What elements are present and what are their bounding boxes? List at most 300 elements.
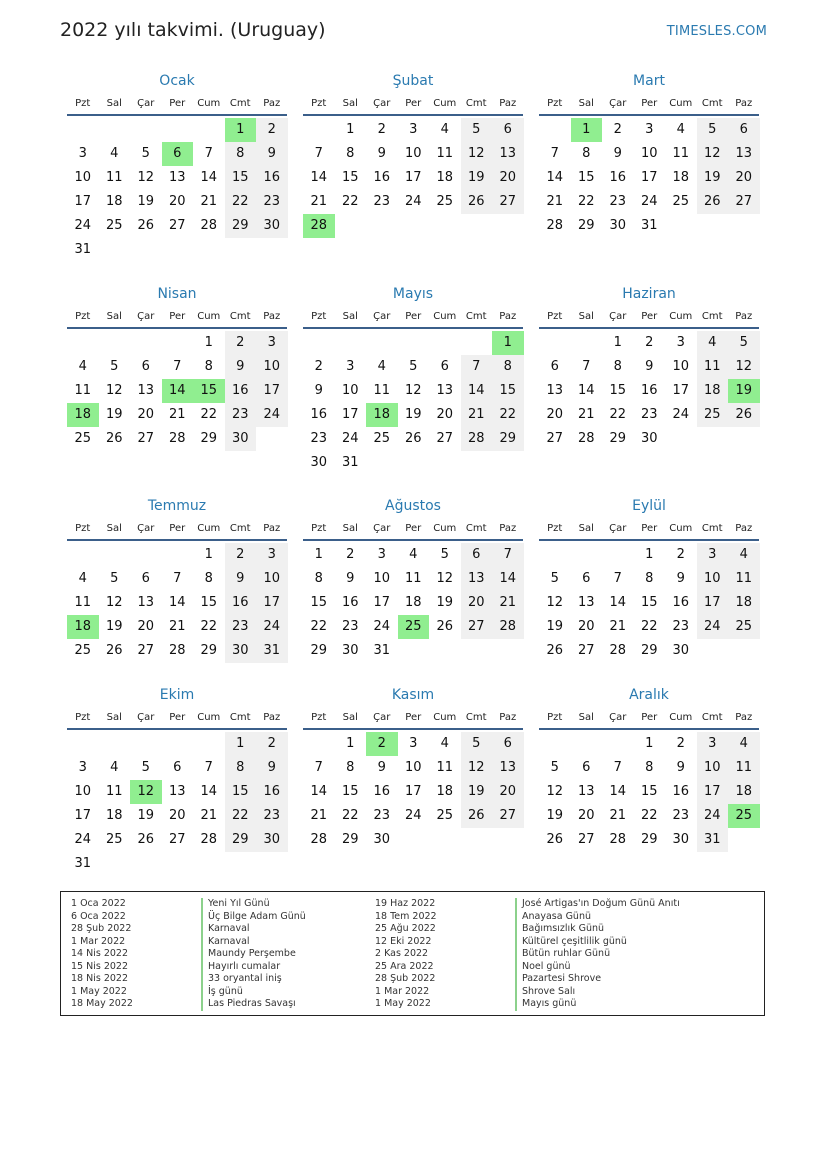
day-cell: 17 [697, 780, 729, 804]
day-cell: 7 [613, 571, 622, 586]
legend-holiday-name: İş günü [208, 985, 243, 997]
day-cell: 20 [728, 166, 760, 190]
day-cell: 3 [377, 547, 386, 562]
day-cell: 19 [137, 808, 155, 823]
day-cell: 30 [225, 427, 257, 451]
day-cell: 14 [609, 784, 627, 799]
day-cell: 21 [609, 619, 627, 634]
day-cell: 13 [577, 784, 595, 799]
month-name: Ekim [159, 687, 195, 703]
day-cell: 26 [105, 431, 123, 446]
day-cell: 6 [582, 571, 591, 586]
day-cell: 7 [461, 355, 493, 379]
day-cell: 6 [550, 359, 559, 374]
day-cell: 25 [74, 643, 92, 658]
day-cell: 9 [256, 756, 288, 780]
day-cell: 21 [168, 407, 186, 422]
day-cell: 8 [204, 571, 213, 586]
legend-holiday-name: Yeni Yıl Günü [208, 898, 270, 909]
month-divider [303, 539, 523, 541]
weekday-label: Pzt [75, 311, 91, 322]
weekday-label: Pzt [547, 523, 563, 534]
legend-date: 18 Tem 2022 [375, 910, 437, 922]
day-cell: 5 [550, 571, 559, 586]
day-cell: 10 [404, 760, 422, 775]
weekday-label: Per [405, 523, 422, 534]
day-cell: 6 [440, 359, 449, 374]
weekday-label: Cmt [465, 523, 487, 534]
day-cell: 23 [672, 619, 690, 634]
day-cell: 17 [640, 170, 658, 185]
day-cell: 13 [461, 567, 493, 591]
day-cell: 8 [582, 146, 591, 161]
month-divider [67, 728, 287, 730]
day-cell: 20 [137, 407, 155, 422]
day-cell: 11 [728, 567, 760, 591]
day-cell: 1 [314, 547, 323, 562]
day-cell: 23 [256, 804, 288, 828]
day-cell: 30 [256, 214, 288, 238]
weekday-label: Paz [735, 98, 753, 109]
day-cell: 16 [256, 780, 288, 804]
day-cell: 15 [577, 170, 595, 185]
day-cell: 17 [341, 407, 359, 422]
weekday-label: Sal [342, 523, 358, 534]
day-cell: 6 [492, 118, 524, 142]
weekday-label: Pzt [547, 712, 563, 723]
day-cell: 13 [168, 170, 186, 185]
day-cell: 25 [373, 431, 391, 446]
day-cell: 8 [346, 146, 355, 161]
day-cell: 16 [225, 591, 257, 615]
day-cell: 27 [137, 643, 155, 658]
legend-holiday-name: Karnaval [208, 923, 250, 934]
holiday-legend [60, 891, 765, 1016]
day-cell: 30 [256, 828, 288, 852]
holiday-day-cell: 25 [728, 804, 760, 828]
day-cell: 5 [550, 760, 559, 775]
day-cell: 9 [314, 383, 323, 398]
day-cell: 13 [137, 595, 155, 610]
day-cell: 24 [74, 832, 92, 847]
day-cell: 27 [728, 190, 760, 214]
weekday-label: Pzt [75, 712, 91, 723]
day-cell: 1 [346, 122, 355, 137]
day-cell: 16 [310, 407, 328, 422]
legend-dates-column-1 [71, 898, 133, 1011]
day-cell: 14 [310, 170, 328, 185]
weekday-label: Çar [609, 311, 627, 322]
day-cell: 2 [314, 359, 323, 374]
day-cell: 3 [697, 543, 729, 567]
day-cell: 14 [200, 170, 218, 185]
day-cell: 4 [676, 122, 685, 137]
day-cell: 16 [225, 379, 257, 403]
day-cell: 19 [461, 780, 493, 804]
day-cell: 3 [256, 331, 288, 355]
day-cell: 18 [436, 170, 454, 185]
weekday-label: Cmt [229, 523, 251, 534]
weekday-label: Sal [578, 98, 594, 109]
day-cell: 25 [74, 431, 92, 446]
weekday-label: Çar [373, 98, 391, 109]
day-cell: 28 [168, 643, 186, 658]
day-cell: 31 [697, 828, 729, 852]
legend-date: 18 Nis 2022 [71, 973, 128, 984]
day-cell: 7 [314, 146, 323, 161]
day-cell: 10 [373, 571, 391, 586]
day-cell: 10 [341, 383, 359, 398]
day-cell: 31 [74, 242, 92, 257]
day-cell: 21 [200, 808, 218, 823]
legend-date: 15 Nis 2022 [71, 960, 128, 972]
day-cell: 3 [409, 122, 418, 137]
day-cell: 29 [640, 832, 658, 847]
day-cell: 5 [141, 760, 150, 775]
day-cell: 27 [436, 431, 454, 446]
day-cell: 19 [404, 407, 422, 422]
day-cell: 8 [492, 355, 524, 379]
day-cell: 29 [200, 643, 218, 658]
day-cell: 4 [440, 122, 449, 137]
legend-holiday-name: Maundy Perşembe [208, 948, 296, 959]
day-cell: 6 [492, 732, 524, 756]
day-cell: 7 [204, 760, 213, 775]
weekday-label: Per [641, 712, 658, 723]
day-cell: 10 [256, 355, 288, 379]
day-cell: 14 [546, 170, 564, 185]
day-cell: 14 [492, 567, 524, 591]
day-cell: 5 [110, 359, 119, 374]
weekday-label: Pzt [547, 311, 563, 322]
day-cell: 5 [461, 118, 493, 142]
day-cell: 16 [256, 166, 288, 190]
day-cell: 26 [436, 619, 454, 634]
day-cell: 22 [577, 194, 595, 209]
month-divider [303, 728, 523, 730]
day-cell: 26 [137, 832, 155, 847]
day-cell: 23 [225, 615, 257, 639]
day-cell: 22 [492, 403, 524, 427]
day-cell: 5 [409, 359, 418, 374]
day-cell: 9 [225, 567, 257, 591]
month-divider [539, 728, 759, 730]
legend-holiday-name: 33 oryantal iniş [208, 973, 282, 984]
day-cell: 27 [577, 643, 595, 658]
day-cell: 10 [256, 567, 288, 591]
day-cell: 21 [492, 591, 524, 615]
legend-holiday-name: Üç Bilge Adam Günü [208, 910, 306, 922]
day-cell: 12 [546, 595, 564, 610]
day-cell: 8 [204, 359, 213, 374]
weekday-label: Paz [499, 523, 517, 534]
day-cell: 20 [168, 808, 186, 823]
day-cell: 3 [409, 736, 418, 751]
day-cell: 25 [105, 832, 123, 847]
day-cell: 5 [440, 547, 449, 562]
day-cell: 1 [225, 732, 257, 756]
day-cell: 17 [404, 170, 422, 185]
day-cell: 1 [645, 547, 654, 562]
weekday-label: Per [641, 311, 658, 322]
legend-date: 1 May 2022 [71, 985, 127, 997]
day-cell: 12 [105, 595, 123, 610]
day-cell: 28 [609, 643, 627, 658]
holiday-day-cell: 2 [366, 732, 398, 756]
weekday-label: Pzt [311, 311, 327, 322]
day-cell: 30 [672, 643, 690, 658]
day-cell: 7 [173, 571, 182, 586]
day-cell: 17 [256, 379, 288, 403]
month-name: Eylül [632, 498, 666, 514]
day-cell: 4 [377, 359, 386, 374]
day-cell: 31 [256, 639, 288, 663]
day-cell: 4 [110, 146, 119, 161]
day-cell: 10 [640, 146, 658, 161]
holiday-day-cell: 15 [193, 379, 225, 403]
day-cell: 5 [697, 118, 729, 142]
weekday-label: Cum [197, 311, 221, 322]
day-cell: 11 [105, 170, 123, 185]
day-cell: 15 [341, 784, 359, 799]
weekday-label: Cum [197, 98, 221, 109]
day-cell: 24 [697, 804, 729, 828]
day-cell: 19 [105, 619, 123, 634]
day-cell: 26 [728, 403, 760, 427]
day-cell: 31 [341, 455, 359, 470]
day-cell: 21 [546, 194, 564, 209]
day-cell: 14 [577, 383, 595, 398]
legend-holiday-name: José Artigas'ın Doğum Günü Anıtı [522, 898, 680, 909]
day-cell: 19 [697, 166, 729, 190]
day-cell: 30 [609, 218, 627, 233]
holiday-day-cell: 6 [162, 142, 194, 166]
day-cell: 23 [256, 190, 288, 214]
day-cell: 18 [672, 170, 690, 185]
day-cell: 6 [582, 760, 591, 775]
day-cell: 7 [582, 359, 591, 374]
weekday-label: Sal [106, 712, 122, 723]
day-cell: 3 [676, 335, 685, 350]
legend-date: 28 Şub 2022 [71, 923, 132, 934]
day-cell: 28 [492, 615, 524, 639]
day-cell: 12 [436, 571, 454, 586]
day-cell: 31 [640, 218, 658, 233]
legend-date: 1 May 2022 [375, 998, 431, 1009]
legend-holiday-name: Las Piedras Savaşı [208, 998, 296, 1009]
day-cell: 15 [640, 595, 658, 610]
weekday-label: Çar [609, 98, 627, 109]
day-cell: 25 [436, 808, 454, 823]
day-cell: 9 [676, 571, 685, 586]
day-cell: 27 [492, 190, 524, 214]
weekday-label: Cum [433, 712, 457, 723]
day-cell: 11 [105, 784, 123, 799]
day-cell: 1 [204, 335, 213, 350]
day-cell: 24 [256, 403, 288, 427]
day-cell: 19 [546, 808, 564, 823]
day-cell: 22 [640, 619, 658, 634]
weekday-label: Çar [609, 523, 627, 534]
day-cell: 3 [645, 122, 654, 137]
day-cell: 20 [492, 780, 524, 804]
day-cell: 26 [546, 832, 564, 847]
day-cell: 25 [697, 403, 729, 427]
month-divider [303, 114, 523, 116]
day-cell: 8 [346, 760, 355, 775]
weekday-label: Per [405, 712, 422, 723]
weekday-label: Cum [197, 523, 221, 534]
weekday-label: Çar [137, 523, 155, 534]
month-divider [303, 327, 523, 329]
day-cell: 12 [137, 170, 155, 185]
day-cell: 29 [225, 214, 257, 238]
day-cell: 9 [256, 142, 288, 166]
day-cell: 9 [613, 146, 622, 161]
site-logo-text[interactable]: TIMESLES.COM [666, 24, 767, 39]
day-cell: 6 [461, 543, 493, 567]
day-cell: 2 [377, 122, 386, 137]
day-cell: 20 [577, 808, 595, 823]
day-cell: 17 [697, 591, 729, 615]
day-cell: 24 [256, 615, 288, 639]
day-cell: 19 [546, 619, 564, 634]
day-cell: 21 [200, 194, 218, 209]
day-cell: 5 [141, 146, 150, 161]
weekday-label: Sal [106, 311, 122, 322]
day-cell: 22 [609, 407, 627, 422]
month-divider [539, 327, 759, 329]
day-cell: 7 [204, 146, 213, 161]
day-cell: 16 [640, 383, 658, 398]
holiday-day-cell: 25 [398, 615, 430, 639]
day-cell: 26 [137, 218, 155, 233]
day-cell: 7 [613, 760, 622, 775]
day-cell: 29 [640, 643, 658, 658]
day-cell: 17 [256, 591, 288, 615]
weekday-label: Per [641, 98, 658, 109]
day-cell: 20 [168, 194, 186, 209]
day-cell: 4 [728, 732, 760, 756]
day-cell: 12 [697, 142, 729, 166]
day-cell: 6 [728, 118, 760, 142]
day-cell: 12 [461, 142, 493, 166]
day-cell: 2 [225, 331, 257, 355]
legend-date: 14 Nis 2022 [71, 948, 128, 959]
weekday-label: Paz [735, 712, 753, 723]
day-cell: 27 [137, 431, 155, 446]
day-cell: 28 [609, 832, 627, 847]
holiday-day-cell: 19 [728, 379, 760, 403]
day-cell: 1 [346, 736, 355, 751]
day-cell: 6 [141, 571, 150, 586]
weekday-label: Sal [106, 523, 122, 534]
legend-date: 6 Oca 2022 [71, 910, 126, 922]
holiday-day-cell: 1 [571, 118, 603, 142]
day-cell: 23 [672, 808, 690, 823]
legend-dates-column-2 [375, 898, 437, 1011]
weekday-label: Cmt [701, 523, 723, 534]
month-name: Mayıs [392, 286, 434, 302]
day-cell: 15 [640, 784, 658, 799]
weekday-label: Çar [137, 98, 155, 109]
day-cell: 18 [105, 194, 123, 209]
weekday-label: Cmt [701, 712, 723, 723]
day-cell: 19 [461, 166, 493, 190]
weekday-label: Pzt [311, 98, 327, 109]
weekday-label: Per [405, 98, 422, 109]
day-cell: 1 [613, 335, 622, 350]
day-cell: 11 [436, 146, 454, 161]
day-cell: 3 [78, 146, 87, 161]
day-cell: 3 [697, 732, 729, 756]
day-cell: 13 [492, 756, 524, 780]
day-cell: 8 [613, 359, 622, 374]
holiday-day-cell: 14 [162, 379, 194, 403]
day-cell: 1 [645, 736, 654, 751]
day-cell: 10 [672, 359, 690, 374]
month-name: Kasım [391, 687, 435, 703]
day-cell: 3 [78, 760, 87, 775]
weekday-label: Pzt [311, 523, 327, 534]
weekday-label: Cum [197, 712, 221, 723]
weekday-label: Cmt [229, 311, 251, 322]
day-cell: 25 [728, 615, 760, 639]
day-cell: 16 [373, 784, 391, 799]
legend-date: 12 Eki 2022 [375, 935, 432, 947]
day-cell: 28 [577, 431, 595, 446]
day-cell: 28 [546, 218, 564, 233]
day-cell: 15 [492, 379, 524, 403]
day-cell: 21 [310, 194, 328, 209]
day-cell: 18 [436, 784, 454, 799]
day-cell: 6 [141, 359, 150, 374]
day-cell: 19 [137, 194, 155, 209]
day-cell: 25 [436, 194, 454, 209]
holiday-day-cell: 1 [225, 118, 257, 142]
day-cell: 30 [672, 832, 690, 847]
day-cell: 21 [310, 808, 328, 823]
weekday-label: Per [641, 523, 658, 534]
day-cell: 20 [436, 407, 454, 422]
day-cell: 22 [341, 808, 359, 823]
weekday-label: Cmt [701, 98, 723, 109]
day-cell: 3 [346, 359, 355, 374]
day-cell: 9 [346, 571, 355, 586]
day-cell: 22 [310, 619, 328, 634]
legend-names-column-2 [515, 898, 680, 1011]
weekday-label: Cum [433, 523, 457, 534]
day-cell: 23 [341, 619, 359, 634]
day-cell: 10 [697, 567, 729, 591]
month-name: Ağustos [385, 498, 441, 514]
day-cell: 9 [377, 760, 386, 775]
day-cell: 4 [78, 359, 87, 374]
day-cell: 28 [200, 218, 218, 233]
holiday-day-cell: 1 [492, 331, 524, 355]
day-cell: 13 [137, 383, 155, 398]
weekday-label: Cum [669, 311, 693, 322]
day-cell: 8 [225, 756, 257, 780]
day-cell: 12 [728, 355, 760, 379]
legend-holiday-name: Kültürel çeşitlilik günü [522, 935, 627, 947]
day-cell: 20 [546, 407, 564, 422]
day-cell: 11 [74, 383, 92, 398]
weekday-label: Cum [669, 712, 693, 723]
weekday-label: Çar [137, 712, 155, 723]
day-cell: 28 [168, 431, 186, 446]
day-cell: 24 [672, 407, 690, 422]
